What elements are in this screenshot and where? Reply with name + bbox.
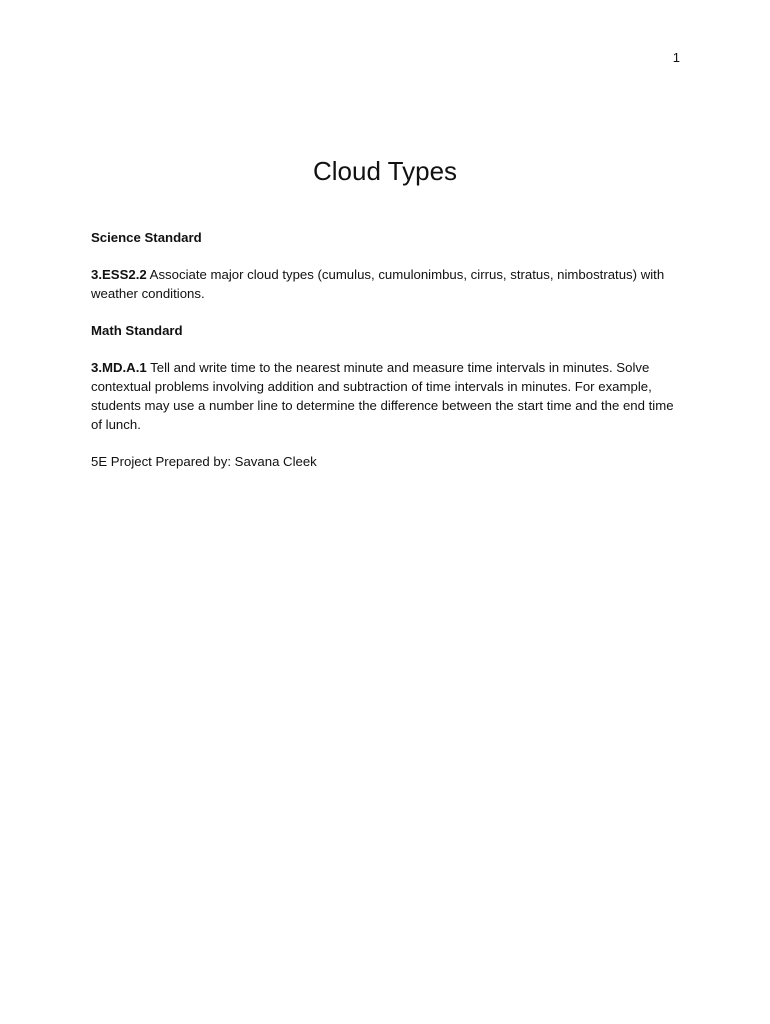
spacer [91,434,681,452]
science-standard-heading: Science Standard [91,230,202,245]
math-standard-paragraph [91,358,681,434]
science-standard-text: Associate major cloud types (cumulus, cumulonimbus, cirrus, stratus, nimbostratus) with weather conditions. [91,267,665,301]
page-number: 1 [672,50,680,65]
math-standard-code: 3.MD.A.1 [91,360,147,375]
page-title: Cloud Types [312,156,458,186]
spacer [91,247,681,265]
science-standard-code: 3.ESS2.2 [91,267,147,282]
spacer [91,340,681,358]
prepared-by-line: 5E Project Prepared by: Savana Cleek [91,454,317,469]
document-body [91,228,681,471]
math-standard-heading: Math Standard [91,323,183,338]
math-standard-text: Tell and write time to the nearest minute and measure time intervals in minutes. Solve contextual problems involving addition and subtraction of time intervals in minutes. For example, students may use a number line to determine the difference between the start time and the end time of lunch. [91,360,674,432]
science-standard-paragraph [91,265,681,303]
spacer [91,303,681,321]
